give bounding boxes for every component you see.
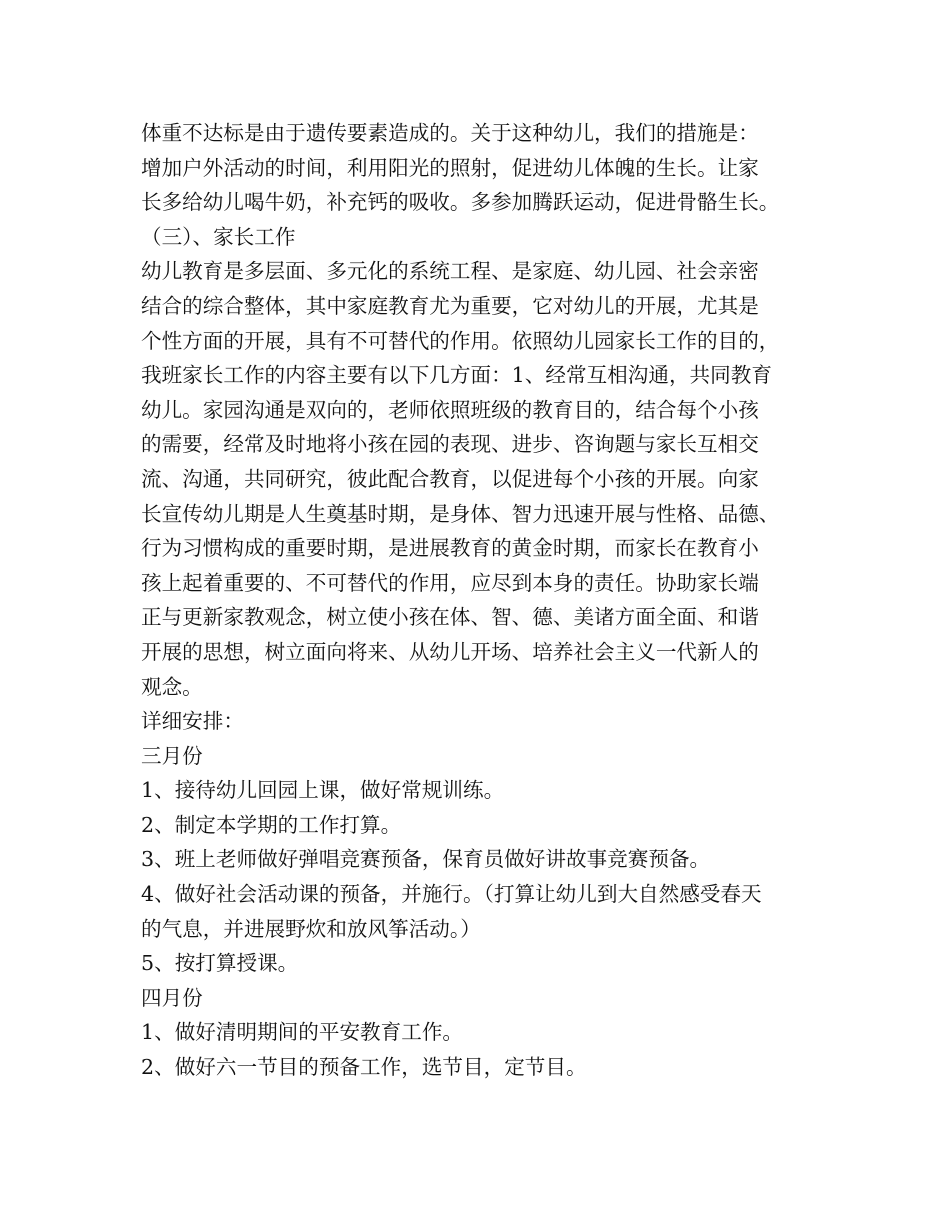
list-item: 1、接待幼儿回园上课，做好常规训练。 [141, 778, 505, 803]
section-heading: （三）、家长工作 [141, 224, 296, 249]
list-item: 1、做好清明期间的平安教育工作。 [141, 1020, 464, 1045]
list-item: 2、制定本学期的工作打算。 [141, 812, 402, 837]
text-line: 幼儿。家园沟通是双向的，老师依照班级的教育目的，结合每个小孩 [141, 397, 759, 422]
text-line: 增加户外活动的时间，利用阳光的照射，促进幼儿体魄的生长。让家 [141, 155, 759, 180]
list-item: 2、做好六一节目的预备工作，选节目，定节目。 [141, 1055, 587, 1080]
text-line: 孩上起着重要的、不可替代的作用，应尽到本身的责任。协助家长端 [141, 570, 759, 595]
text-line: 幼儿教育是多层面、多元化的系统工程、是家庭、幼儿园、社会亲密 [141, 259, 759, 284]
text-line: 流、沟通，共同研究，彼此配合教育，以促进每个小孩的开展。向家 [141, 466, 759, 491]
text-line: 正与更新家教观念，树立使小孩在体、智、德、美诸方面全面、和谐 [141, 605, 759, 630]
text-line: 行为习惯构成的重要时期，是进展教育的黄金时期，而家长在教育小 [141, 536, 759, 561]
text-line: 观念。 [141, 674, 203, 699]
list-item: 3、班上老师做好弹唱竞赛预备，保育员做好讲故事竞赛预备。 [141, 847, 711, 872]
month-heading: 三月份 [141, 743, 203, 768]
list-item: 4、做好社会活动课的预备，并施行。（打算让幼儿到大自然感受春天 [141, 882, 762, 907]
list-item-continuation: 的气息，并进展野炊和放风筝活动。） [141, 916, 481, 941]
text-line: 开展的思想，树立面向将来、从幼儿开场、培养社会主义一代新人的 [141, 639, 759, 664]
text-line: 结合的综合整体，其中家庭教育尤为重要，它对幼儿的开展，尤其是 [141, 293, 759, 318]
text-line: 体重不达标是由于遗传要素造成的。关于这种幼儿，我们的措施是： [141, 121, 759, 145]
document-body [141, 116, 841, 1085]
text-line: 长宣传幼儿期是人生奠基时期，是身体、智力迅速开展与性格、品德、 [141, 501, 780, 526]
list-item: 5、按打算授课。 [141, 951, 299, 976]
month-heading: 四月份 [141, 985, 203, 1010]
text-line: 的需要，经常及时地将小孩在园的表现、进步、咨询题与家长互相交 [141, 432, 759, 457]
text-line: 个性方面的开展，具有不可替代的作用。依照幼儿园家长工作的目的， [141, 328, 780, 353]
text-line: 我班家长工作的内容主要有以下几方面：1、经常互相沟通，共同教育 [141, 363, 772, 388]
text-line: 长多给幼儿喝牛奶，补充钙的吸收。多参加腾跃运动，促进骨骼生长。 [141, 190, 780, 215]
schedule-heading: 详细安排： [141, 709, 244, 734]
